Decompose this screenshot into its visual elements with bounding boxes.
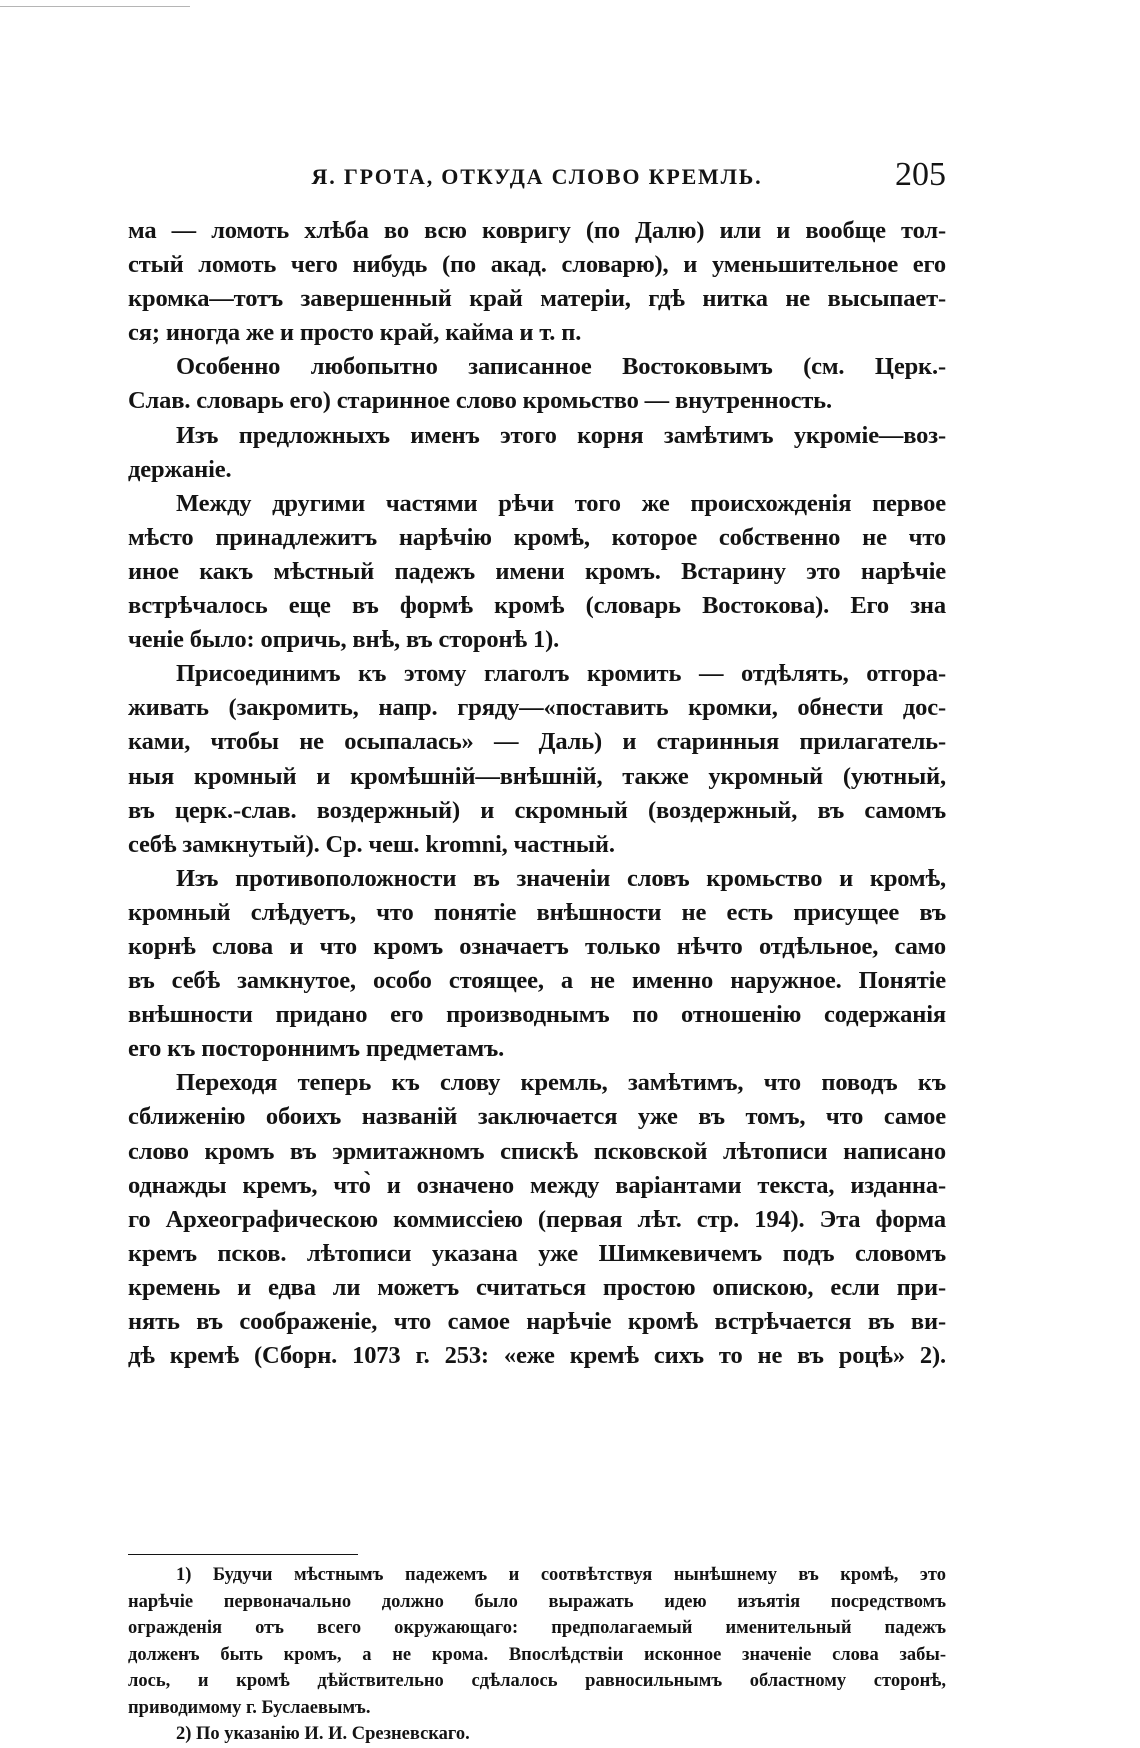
text-line: Слав. словарь его) старинное слово кромьство — внутренность. (128, 387, 832, 415)
footnote-line: приводимому г. Буслаевымъ. (128, 1697, 371, 1718)
text-line: кремъ псков. лѣтописи указана уже Шимкевичемъ подъ словомъ (128, 1239, 946, 1267)
text-line: ками, чтобы не осыпалась» — Даль) и старинныя прилагатель- (128, 728, 946, 756)
text-line: кромка—тотъ завершенный край матеріи, гдѣ нитка не высыпает- (128, 285, 946, 313)
footnote-separator (128, 1554, 358, 1555)
footnote-line: нарѣчіе первоначально должно было выражать идею изъятія посредствомъ (128, 1591, 946, 1612)
text-line: ченіе было: опричь, внѣ, въ сторонѣ 1). (128, 626, 560, 654)
text-line: встрѣчалось еще въ формѣ кромѣ (словарь Востокова). Его зна (128, 592, 946, 620)
text-line: Изъ противоположности въ значеніи словъ кромьство и кромѣ, (176, 864, 946, 892)
text-line: Присоединимъ къ этому глаголъ кромить — отдѣлять, отгора- (176, 660, 946, 688)
footnote-line: 1) Будучи мѣстнымъ падежемъ и соотвѣтствуя нынѣшнему въ кромѣ, это (176, 1565, 946, 1585)
text-line: кремень и едва ли можетъ считаться простою опискою, если при- (128, 1273, 946, 1301)
text-line: Переходя теперь къ слову кремль, замѣтимъ, что поводъ къ (176, 1069, 946, 1097)
text-line: ныя кромный и кромѣшній—внѣшній, также укромный (уютный, (128, 762, 946, 790)
text-line: себѣ замкнутый). Ср. чеш. kromni, частный. (128, 830, 615, 858)
text-line: нять въ соображеніе, что самое нарѣчіе кромѣ встрѣчается въ ви- (128, 1308, 946, 1335)
text-line: его къ постороннимъ предметамъ. (128, 1035, 505, 1063)
footnote-line: долженъ быть кромъ, а не крома. Впослѣдствіи исконное значеніе слова забы- (128, 1644, 946, 1665)
text-line: внѣшности придано его производнымъ по отношенію содержанія (128, 1001, 946, 1029)
text-line: Особенно любопытно записанное Востоковымъ (см. Церк.- (176, 353, 946, 381)
text-line: Между другими частями рѣчи того же происхожденія первое (176, 489, 946, 517)
page-header (128, 156, 946, 204)
scan-edge-rule (0, 6, 190, 7)
text-line: въ себѣ замкнутое, особо стоящее, а не именно наружное. Понятіе (128, 967, 946, 995)
text-line: дѣ кремѣ (Сборн. 1073 г. 253: «еже кремѣ сихъ то не въ роцѣ» 2). (128, 1342, 946, 1370)
text-line: стый ломоть чего нибудь (по акад. словарю), и уменьшительное его (128, 251, 946, 279)
text-line: кромный слѣдуетъ, что понятіе внѣшности не есть присущее въ (128, 898, 946, 926)
text-line: живать (закромить, напр. гряду—«поставить кромки, обнести дос- (128, 694, 946, 722)
text-line: ма — ломоть хлѣба во всю ковригу (по Далю) или и вообще тол- (128, 217, 946, 244)
text-line: иное какъ мѣстный падежъ имени кромъ. Встарину это нарѣчіе (128, 557, 946, 585)
text-line: Изъ предложныхъ именъ этого корня замѣтимъ укроміе—воз- (176, 421, 946, 449)
text-line: корнѣ слова и что кромъ означаетъ только нѣчто отдѣльное, само (128, 932, 946, 960)
body-text (128, 214, 946, 1373)
footnote-line: огражденія отъ всего окружающаго: предполагаемый именительный падежъ (128, 1618, 946, 1638)
page-number: 205 (895, 156, 946, 193)
text-line: въ церк.-слав. воздержный) и скромный (воздержный, въ самомъ (128, 796, 946, 824)
text-line: ся; иногда же и просто край, кайма и т. п. (128, 319, 582, 347)
text-line: сближенію обоихъ названій заключается уже въ томъ, что самое (128, 1103, 946, 1131)
footnotes (128, 1562, 946, 1748)
running-head: Я. ГРОТА, ОТКУДА СЛОВО КРЕМЛЬ. (311, 164, 763, 189)
text-line: держаніе. (128, 455, 232, 483)
text-line: мѣсто принадлежитъ нарѣчію кромѣ, которое собственно не что (128, 523, 946, 551)
footnote-line: 2) По указанію И. И. Срезневскаго. (176, 1724, 470, 1744)
text-line: слово кромъ въ эрмитажномъ спискѣ псковской лѣтописи написано (128, 1137, 946, 1165)
text-line: го Археографическою коммиссіею (первая лѣт. стр. 194). Эта форма (128, 1205, 946, 1233)
footnote-line: лось, и кромѣ дѣйствительно сдѣлалось равносильнымъ областному сторонѣ, (128, 1671, 946, 1691)
text-line: однажды кремъ, что̀ и означено между варіантами текста, изданна- (128, 1171, 946, 1199)
